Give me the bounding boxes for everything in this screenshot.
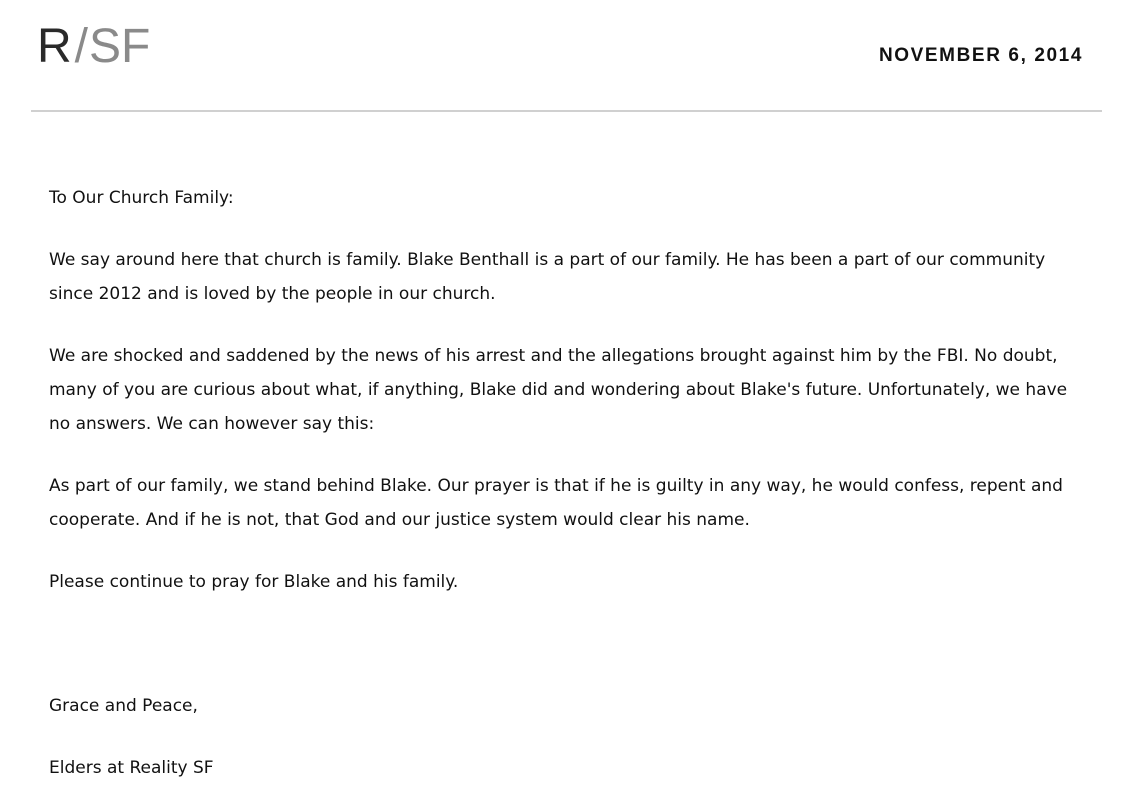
letter-closing: Grace and Peace, (49, 696, 198, 716)
letter-paragraph: Please continue to pray for Blake and his family. (49, 572, 459, 592)
letter-paragraph: We say around here that church is family. Blake Benthall is a part of our family. He has been a part of our community since 2012 and is loved by the people in our church. (49, 250, 1046, 304)
letter-body (49, 181, 1089, 785)
letter-paragraph: As part of our family, we stand behind Blake. Our prayer is that if he is guilty in any way, he would confess, repent and cooperate. And if he is not, that God and our justice system would clear his name. (49, 476, 1063, 530)
letter-date: NOVEMBER 6, 2014 (878, 45, 1083, 66)
letter-paragraph: We are shocked and saddened by the news of his arrest and the allegations brought against him by the FBI. No doubt, many of you are curious about what, if anything, Blake did and wondering about Blake's future. Unfortunately, we have no answers. We can however say this: (49, 346, 1068, 434)
logo-letter: R (37, 20, 72, 73)
page-header (0, 0, 1134, 112)
header-divider (31, 110, 1102, 112)
logo-slash: / (74, 20, 89, 73)
logo-suffix: SF (89, 20, 151, 73)
letter-signature: Elders at Reality SF (49, 758, 214, 778)
letter-salutation: To Our Church Family: (49, 188, 234, 208)
logo[interactable] (37, 22, 150, 72)
